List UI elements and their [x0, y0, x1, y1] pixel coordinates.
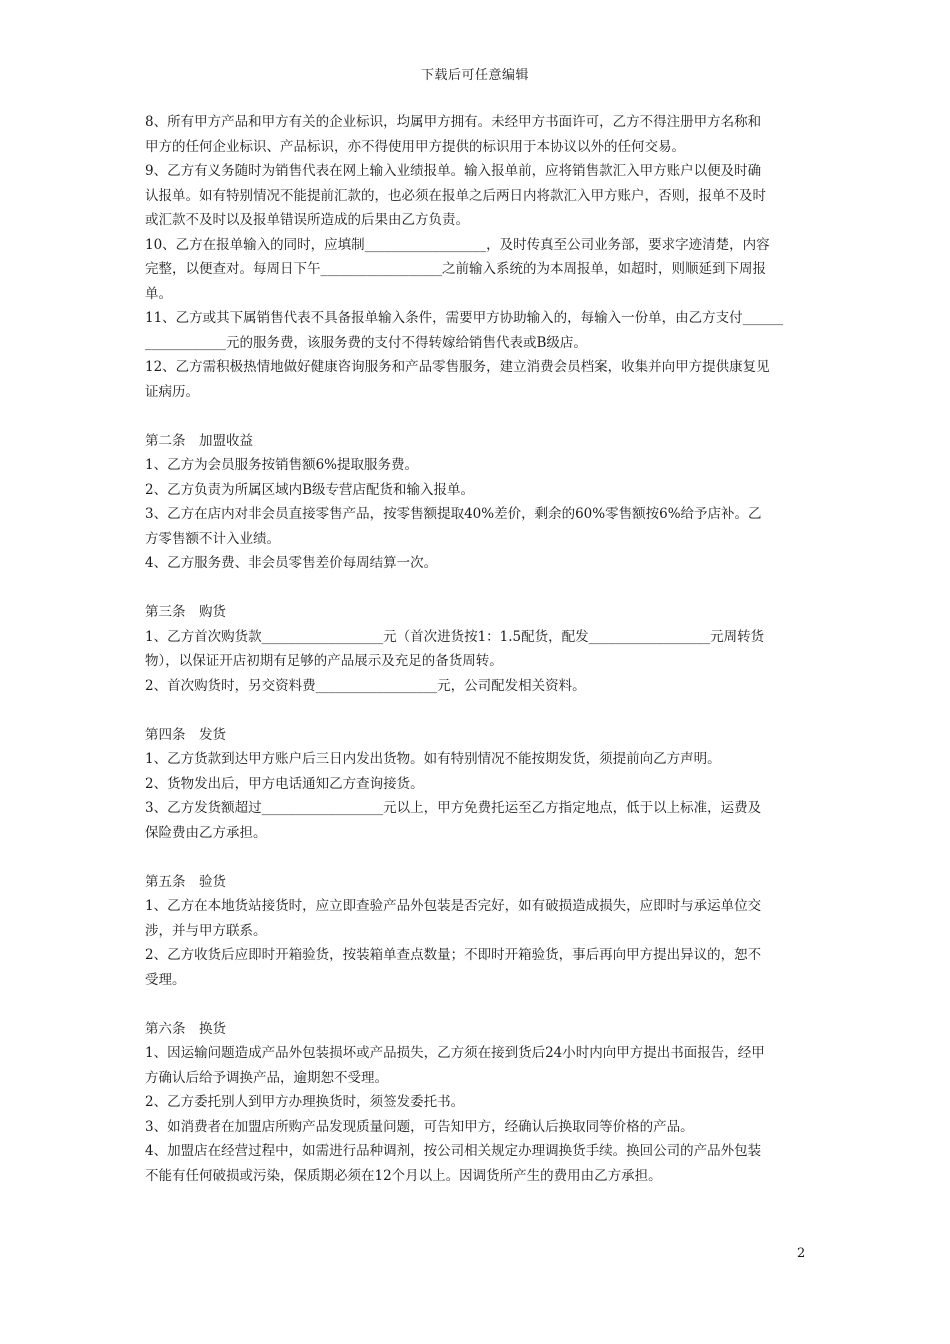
paragraph-gap [145, 845, 815, 870]
page-header: 下载后可任意编辑 [420, 68, 529, 83]
text-line: 4、乙方服务费、非会员零售差价每周结算一次。 [145, 555, 438, 571]
text-line: 8、所有甲方产品和甲方有关的企业标识，均属甲方拥有。未经甲方书面许可，乙方不得注册甲方名称和 [145, 114, 762, 130]
text-line: 不能有任何破损或污染，保质期必须在12个月以上。因调货所产生的费用由乙方承担。 [145, 1167, 662, 1184]
text-line: 2、首次购货时，另交资料费__________________元，公司配发相关资料。 [145, 677, 586, 694]
text-line: 2、乙方收货后应即时开箱验货，按装箱单查点数量；不即时开箱验货，事后再向甲方提出异议的，恕不 [145, 947, 762, 963]
paragraph-gap [145, 698, 815, 723]
text-line: 甲方的任何企业标识、产品标识，亦不得使用甲方提供的标识用于本协议以外的任何交易。 [145, 138, 685, 155]
text-line: 第二条 加盟收益 [145, 432, 253, 449]
text-line: 12、乙方需积极热情地做好健康咨询服务和产品零售服务，建立消费会员档案，收集并向甲方提供康复见 [145, 359, 770, 375]
paragraph-gap [145, 576, 815, 601]
text-line: 2、乙方负责为所属区域内B级专营店配货和输入报单。 [145, 481, 475, 498]
page-number: 2 [797, 1246, 806, 1261]
text-line: 认报单。如有特别情况不能提前汇款的，也必须在报单之后两日内将款汇入甲方账户，否则，报单不及时 [145, 187, 766, 204]
text-line: 11、乙方或其下属销售代表不具备报单输入条件，需要甲方协助输入的，每输入一份单，由乙方支付______ [145, 310, 784, 326]
text-line: 完整，以便查对。每周日下午__________________之前输入系统的为本周报单，如超时，则顺延到下周报 [145, 261, 766, 277]
text-line: 1、乙方首次购货款__________________元（首次进货按1：1.5配货，配发__________________元周转货 [145, 628, 765, 645]
text-line: 单。 [145, 285, 172, 302]
text-line: 2、货物发出后，甲方电话通知乙方查询接货。 [145, 775, 424, 792]
text-line: 1、因运输问题造成产品外包装损坏或产品损失，乙方须在接到货后24小时内向甲方提出书面报告，经甲 [145, 1045, 765, 1061]
paragraph-gap [145, 404, 815, 429]
text-line: 物），以保证开店初期有足够的产品展示及充足的备货周转。 [145, 653, 503, 669]
text-line: 涉，并与甲方联系。 [145, 922, 267, 939]
text-line: 受理。 [145, 971, 186, 988]
text-line: 方零售额不计入业绩。 [145, 530, 280, 547]
text-line: 4、加盟店在经营过程中，如需进行品种调剂，按公司相关规定办理调换货手续。换回公司的产品外包装 [145, 1143, 762, 1159]
text-line: 3、如消费者在加盟店所购产品发现质量问题，可告知甲方，经确认后换取同等价格的产品。 [145, 1118, 694, 1135]
text-line: ____________元的服务费，该服务费的支付不得转嫁给销售代表或B级店。 [145, 334, 587, 351]
paragraph-gap [145, 992, 815, 1017]
text-line: 第三条 购货 [145, 604, 226, 620]
text-line: 10、乙方在报单输入的同时，应填制__________________，及时传真至公司业务部，要求字迹清楚，内容 [145, 236, 770, 253]
text-line: 1、乙方货款到达甲方账户后三日内发出货物。如有特别情况不能按期发货，须提前向乙方声明。 [145, 751, 721, 767]
text-line: 1、乙方在本地货站接货时，应立即查验产品外包装是否完好，如有破损造成损失，应即时与承运单位交 [145, 898, 762, 914]
text-line: 第六条 换货 [145, 1020, 226, 1037]
text-line: 3、乙方在店内对非会员直接零售产品，按零售额提取40%差价，剩余的60%零售额按6%给予店补。乙 [145, 506, 762, 522]
document-body [145, 110, 815, 1188]
text-line: 第四条 发货 [145, 726, 226, 743]
text-line: 证病历。 [145, 383, 199, 400]
text-line: 保险费由乙方承担。 [145, 824, 267, 841]
text-line: 3、乙方发货额超过__________________元以上，甲方免费托运至乙方指定地点，低于以上标准，运费及 [145, 800, 762, 816]
text-line: 9、乙方有义务随时为销售代表在网上输入业绩报单。输入报单前，应将销售款汇入甲方账户以便及时确 [145, 163, 762, 179]
text-line: 第五条 验货 [145, 873, 226, 890]
text-line: 2、乙方委托别人到甲方办理换货时，须签发委托书。 [145, 1094, 465, 1110]
text-line: 1、乙方为会员服务按销售额6%提取服务费。 [145, 457, 419, 473]
text-line: 或汇款不及时以及报单错误所造成的后果由乙方负责。 [145, 212, 469, 228]
text-line: 方确认后给予调换产品，逾期恕不受理。 [145, 1069, 388, 1086]
